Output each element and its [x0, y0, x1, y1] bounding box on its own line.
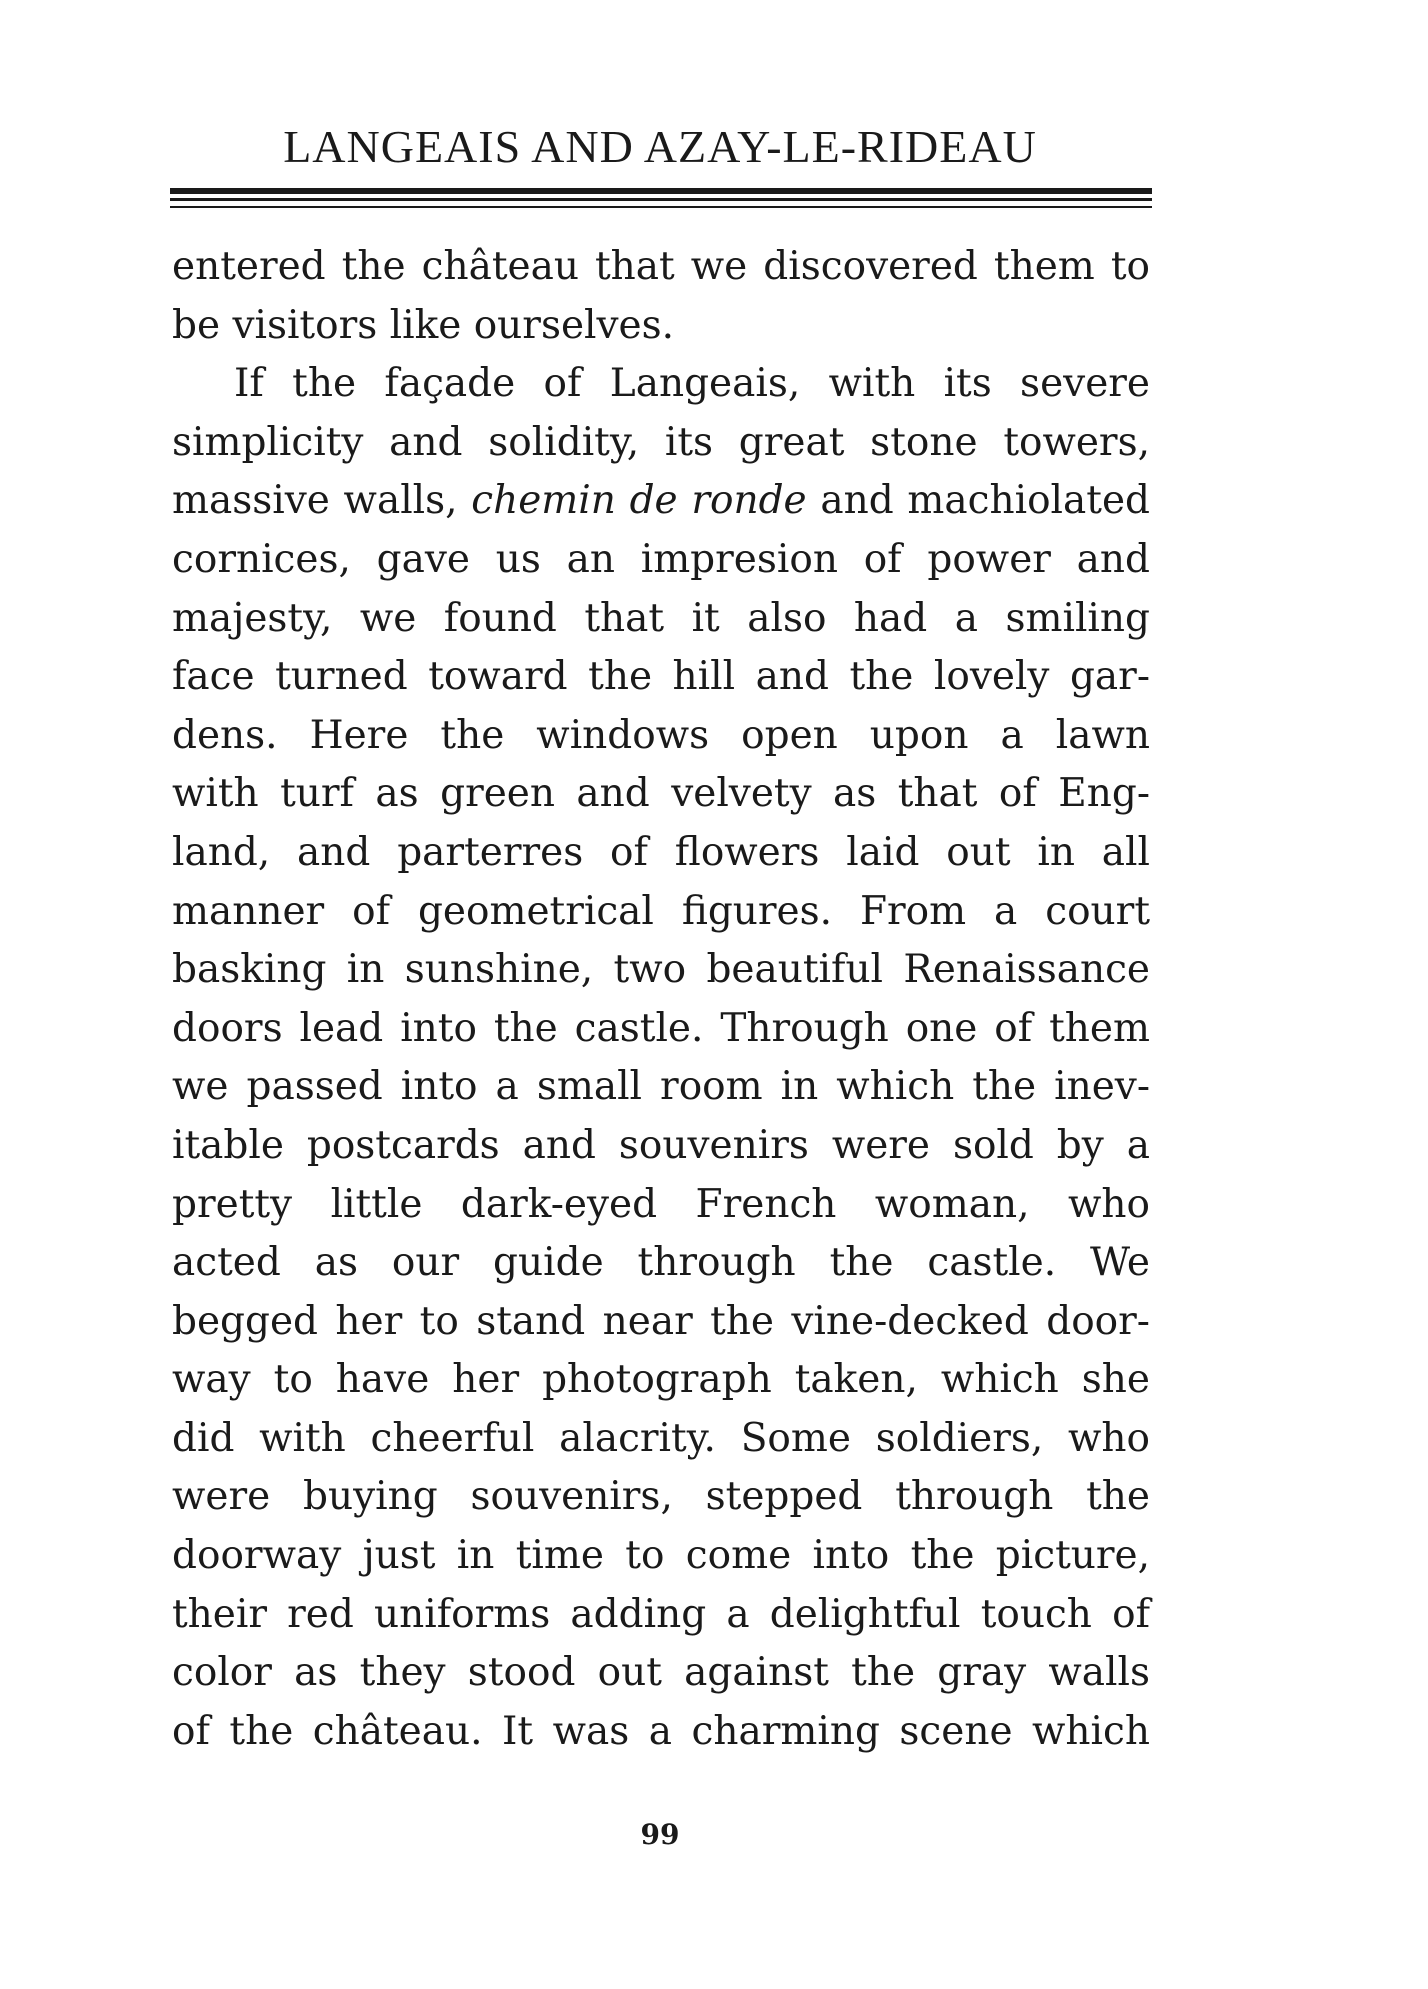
text-line: we passed into a small room in which the inev- — [172, 1064, 1150, 1110]
text-line: doors lead into the castle. Through one of them — [172, 1005, 1150, 1051]
page-number: 99 — [640, 1818, 680, 1851]
text-line: of the château. It was a charming scene which — [172, 1708, 1150, 1754]
text-run: massive walls, — [172, 478, 472, 524]
text-line: basking in sunshine, two beautiful Renaissance — [172, 947, 1150, 993]
text-line: dens. Here the windows open upon a lawn — [172, 712, 1150, 758]
text-line: majesty, we found that it also had a smiling — [172, 595, 1150, 641]
text-line: cornices, gave us an impresion of power and — [172, 536, 1150, 582]
header-rule-thick — [170, 188, 1152, 194]
text-line: color as they stood out against the gray walls — [172, 1650, 1150, 1696]
text-line: doorway just in time to come into the picture, — [172, 1533, 1150, 1579]
text-line: simplicity and solidity, its great stone towers, — [172, 419, 1150, 465]
text-line: land, and parterres of flowers laid out in all — [172, 829, 1150, 875]
text-line: manner of geometrical figures. From a court — [172, 888, 1150, 934]
text-line: entered the château that we discovered them to — [172, 244, 1150, 289]
body-text — [172, 238, 1150, 1761]
text-line: If the façade of Langeais, with its severe — [234, 361, 1150, 407]
italic-phrase: chemin de ronde — [471, 478, 807, 524]
text-line: were buying souvenirs, stepped through the — [172, 1474, 1150, 1520]
text-line: with turf as green and velvety as that of Eng- — [172, 771, 1150, 817]
running-head: LANGEAIS AND AZAY-LE-RIDEAU — [283, 121, 1037, 172]
text-line: pretty little dark-eyed French woman, who — [172, 1181, 1150, 1227]
text-line: itable postcards and souvenirs were sold by a — [172, 1122, 1150, 1168]
text-line: did with cheerful alacrity. Some soldiers, who — [172, 1415, 1150, 1461]
header-rule-thin — [170, 206, 1152, 208]
text-run: and machiolated — [806, 478, 1150, 524]
text-line: their red uniforms adding a delightful touch of — [172, 1591, 1150, 1637]
text-line-with-italic — [172, 472, 1150, 531]
text-line: face turned toward the hill and the lovely gar- — [172, 654, 1150, 700]
text-line: way to have her photograph taken, which she — [172, 1357, 1150, 1403]
text-line: begged her to stand near the vine-decked door- — [172, 1298, 1150, 1344]
text-line: acted as our guide through the castle. We — [172, 1240, 1150, 1286]
header-rule-middle — [170, 198, 1152, 201]
text-line: be visitors like ourselves. — [172, 302, 675, 348]
